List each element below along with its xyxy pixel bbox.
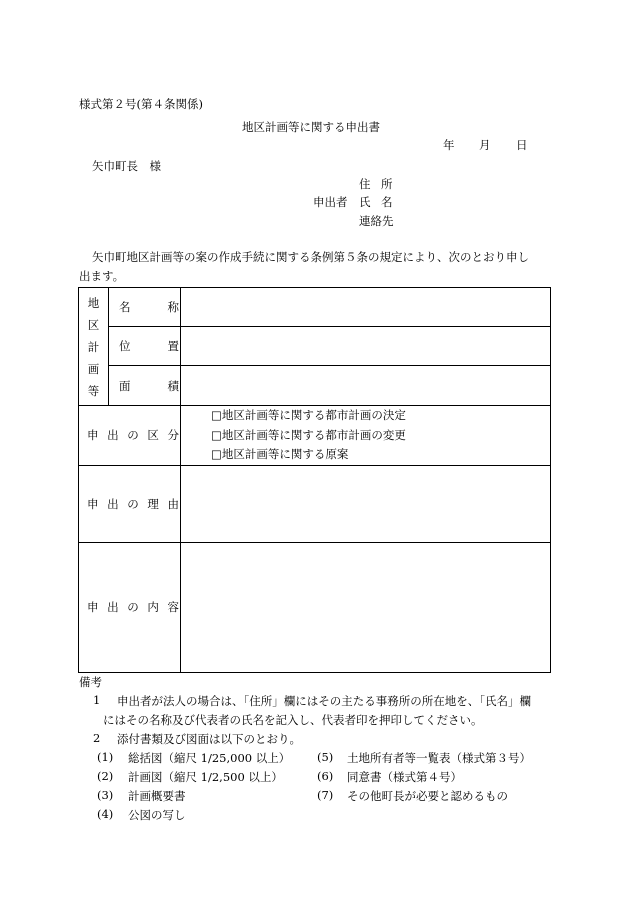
attachment-text: 公図の写し [128,808,186,822]
group-label-cell [79,288,109,406]
date-day-label: 日 [516,138,528,152]
content-value-cell[interactable] [181,542,551,672]
location-row-label [109,327,181,366]
content-label-char: 申 [87,600,99,614]
location-label-char: 置 [167,339,179,353]
name-label-char: 名 [119,300,131,314]
attachment-num: (5) [317,750,334,764]
category-option-change[interactable]: □地区計画等に関する都市計画の変更 [211,427,406,442]
intro-line-2: 出ます。 [79,269,125,283]
note-1-line-2: にはその名称及び代表者の氏名を記入し、代表者印を押印してください。 [103,713,483,727]
name-row-label [109,288,181,327]
content-label-char: 出 [107,600,119,614]
group-label-char: 区 [87,317,100,332]
content-label-char: 内 [147,600,159,614]
name-label-1: 氏 [359,195,371,209]
category-label-char: 区 [147,428,159,443]
name-value-cell[interactable] [181,288,551,327]
area-row-label [109,366,181,406]
form-number: 様式第２号(第４条関係) [79,97,203,111]
attachment-text: 総括図（縮尺 1/25,000 以上） [128,751,291,765]
attachment-num: (4) [97,807,114,821]
note-2-text: 添付書類及び図面は以下のとおり。 [117,732,301,746]
page-title: 地区計画等に関する申出書 [242,120,380,134]
address-label-1: 住 [359,177,371,191]
reason-label-char: 由 [167,496,179,511]
category-option-decision[interactable]: □地区計画等に関する都市計画の決定 [211,408,406,422]
reason-label-char: 理 [147,496,159,511]
attachment-num: (1) [97,750,114,764]
attachment-text: その他町長が必要と認めるもの [347,789,508,803]
attachment-text: 計画概要書 [128,789,186,803]
attachment-num: (3) [97,788,114,802]
intro-line-1: 矢巾町地区計画等の案の作成手続に関する条例第５条の規定により、次のとおり申し [92,250,529,264]
attachment-num: (2) [97,769,114,783]
note-1-number: 1 [93,693,101,707]
reason-row-label [79,465,181,542]
group-label-char: 画 [87,361,100,376]
category-label-char: 申 [87,428,99,443]
attachment-text: 計画図（縮尺 1/2,500 以上） [128,770,283,784]
reason-label-char: 申 [87,496,99,511]
area-label-char: 積 [167,378,179,393]
note-2-number: 2 [93,731,101,745]
group-label-char: 地 [87,295,100,310]
area-label-char: 面 [119,378,131,393]
category-label-char: 分 [167,428,179,443]
content-label-char: の [127,600,139,614]
category-label-char: 出 [107,428,119,443]
category-label-char: の [127,428,139,443]
category-row-label [79,406,181,466]
attachment-num: (7) [317,788,334,802]
attachment-text: 土地所有者等一覧表（様式第３号） [347,751,531,765]
contact-label: 連絡先 [359,214,394,228]
reason-value-cell[interactable] [181,465,551,542]
category-option-draft[interactable]: □地区計画等に関する原案 [211,447,349,461]
reason-label-char: の [127,496,139,511]
name-label-2: 名 [381,195,393,209]
group-label-char: 計 [87,339,100,354]
date-month-label: 月 [479,138,491,152]
notes-heading: 備考 [79,675,102,689]
group-label-char: 等 [87,383,100,398]
address-label-2: 所 [381,177,393,191]
addressee: 矢巾町長 様 [92,159,161,173]
location-label-char: 位 [119,339,131,353]
applicant-label: 申出者 [313,195,348,209]
content-row-label [79,542,181,672]
location-value-cell[interactable] [181,327,551,366]
area-value-cell[interactable] [181,366,551,406]
content-label-char: 容 [167,600,179,614]
name-label-char: 称 [167,300,179,314]
note-1-line-1: 申出者が法人の場合は、「住所」欄にはその主たる事務所の所在地を、「氏名」欄 [117,694,531,708]
attachment-text: 同意書（様式第４号） [347,770,462,784]
reason-label-char: 出 [107,496,119,511]
category-options-cell [181,406,551,466]
application-table [78,287,551,673]
date-year-label: 年 [443,138,455,152]
attachment-num: (6) [317,769,334,783]
